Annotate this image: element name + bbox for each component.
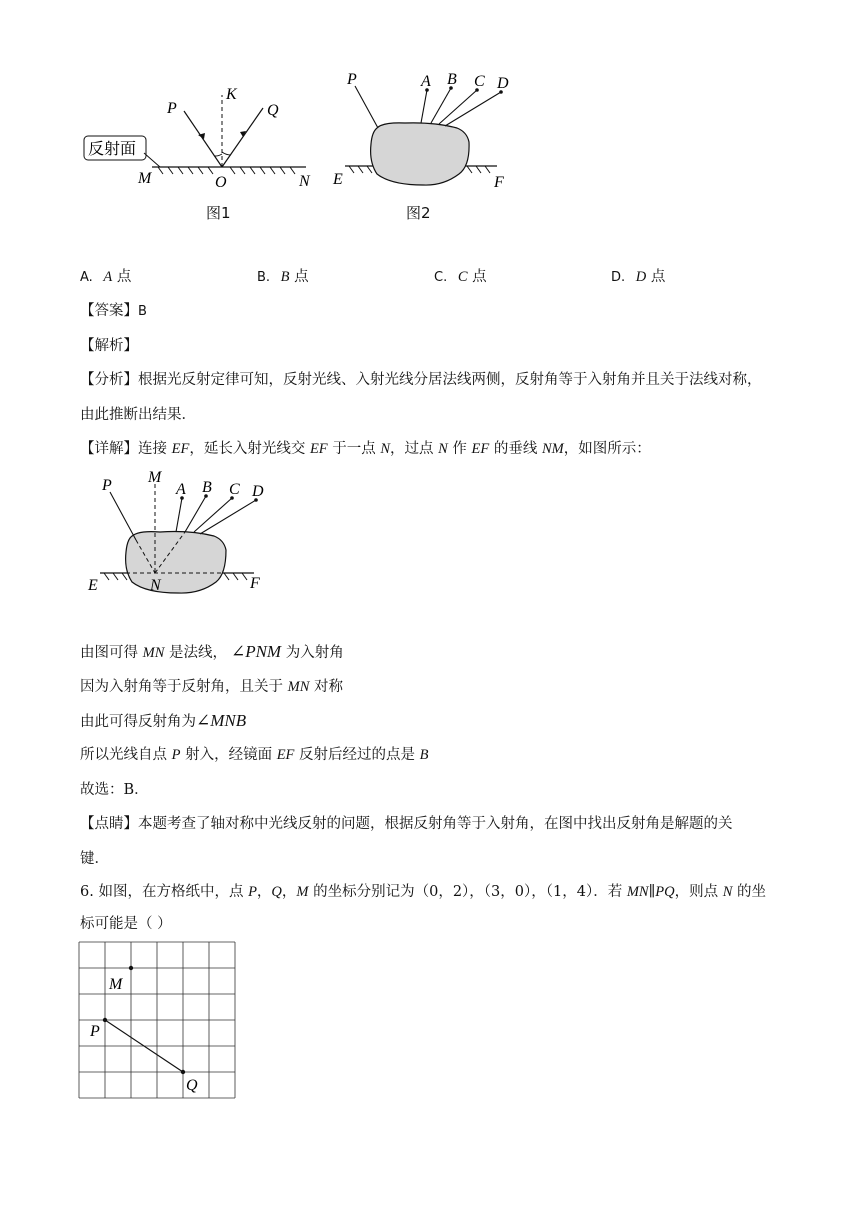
fig3-label-m: M xyxy=(148,469,162,486)
reasoning-text: 对称 xyxy=(309,679,343,695)
option-b-letter: B. xyxy=(257,270,271,285)
comment-line-1 xyxy=(80,814,733,834)
fig1-reflected-ray xyxy=(222,108,263,167)
fig3-label-f: F xyxy=(250,575,260,592)
q6-var: M xyxy=(296,884,309,900)
fig1-label-n: N xyxy=(299,173,310,190)
fig2-obstacle xyxy=(371,123,469,185)
reasoning-var: P xyxy=(171,747,181,763)
fig1-label-q: Q xyxy=(267,102,279,119)
fig3-label-a: A xyxy=(176,481,186,498)
fig3-ray-p xyxy=(110,492,136,540)
fig3-label-d: D xyxy=(252,483,264,500)
reasoning-var: MN xyxy=(142,645,165,661)
reasoning-angle: ∠PNM xyxy=(230,642,282,661)
reasoning-text: 反射后经过的点是 xyxy=(294,747,420,763)
q6-text: ，则点 xyxy=(674,884,723,900)
detail-var: EF xyxy=(171,441,190,457)
reasoning-text: 因为入射角等于反射角，且关于 xyxy=(80,679,288,695)
fig2-label-a: A xyxy=(421,73,431,90)
answer-line xyxy=(80,301,147,322)
detail-text: ，如图所示： xyxy=(563,441,651,457)
fig2-label-f: F xyxy=(494,174,504,191)
q6-var: MN xyxy=(626,884,649,900)
fig2-label-p: P xyxy=(347,71,357,88)
fig2-label-c: C xyxy=(474,73,485,90)
comment-tag: 【点睛】 xyxy=(80,816,138,832)
fig2-label-d: D xyxy=(497,75,509,92)
figure-2 xyxy=(325,70,525,200)
fig1-angle-arc-2 xyxy=(222,152,231,155)
option-d-suffix: 点 xyxy=(650,269,666,285)
grid-label-p: P xyxy=(90,1023,100,1040)
fig3-ray-a xyxy=(176,498,182,532)
reasoning-line-5: 故选：B． xyxy=(80,782,149,798)
detail-var: EF xyxy=(471,441,490,457)
reasoning-var: MN xyxy=(287,679,310,695)
grid-figure xyxy=(78,940,238,1102)
fig1-label-m: M xyxy=(138,170,152,187)
figure-1 xyxy=(80,75,320,225)
detail-text: 于一点 xyxy=(327,441,381,457)
detail-var: N xyxy=(380,441,391,457)
grid-point-p xyxy=(103,1018,107,1022)
analysis-line-2: 由此推断出结果． xyxy=(80,407,196,423)
analysis-heading: 【解析】 xyxy=(80,338,138,354)
fig1-label-k: K xyxy=(226,86,237,103)
reasoning-line-1 xyxy=(80,642,344,663)
grid-label-q: Q xyxy=(186,1077,198,1094)
figure-3 xyxy=(80,466,280,596)
q6-var: Q xyxy=(271,884,282,900)
fig1-angle-arc xyxy=(214,154,222,156)
q6-var: P xyxy=(248,884,257,900)
grid-label-m: M xyxy=(109,976,123,993)
q6-text: 的坐 xyxy=(732,884,767,900)
detail-text: ，过点 xyxy=(390,441,439,457)
analysis-text-1: 根据光反射定律可知，反射光线、入射光线分居法线两侧，反射角等于入射角并且关于法线对称， xyxy=(138,372,762,388)
fig2-ray-a xyxy=(421,90,427,123)
reasoning-var: EF xyxy=(276,747,295,763)
detail-var: EF xyxy=(309,441,328,457)
option-c-var: C xyxy=(457,269,468,285)
q6-parallel-symbol: ∥ xyxy=(648,884,656,900)
analysis-line-1 xyxy=(80,370,762,390)
fig3-ray-d xyxy=(200,500,256,534)
fig2-caption: 图2 xyxy=(406,204,431,222)
reasoning-line-4 xyxy=(80,745,428,765)
fig2-ray-c xyxy=(439,90,477,124)
fig3-label-n: N xyxy=(150,577,161,594)
q6-text: 的坐标分别记为（0，2），（3，0），（1，4）．若 xyxy=(308,884,627,900)
reasoning-text: 所以光线自点 xyxy=(80,747,172,763)
fig1-incident-ray xyxy=(184,111,222,167)
grid-lines xyxy=(79,942,235,1098)
reasoning-text: 由此可得反射角为 xyxy=(80,714,196,730)
q6-text: 6. 如图，在方格纸中，点 xyxy=(80,884,249,900)
q6-line-1 xyxy=(80,882,766,902)
fig2-ray-b xyxy=(431,88,451,123)
option-b-suffix: 点 xyxy=(294,269,309,285)
answer-tag: 【答案】 xyxy=(80,303,138,319)
reasoning-text: 是法线， xyxy=(164,645,227,661)
fig3-ray-c xyxy=(194,498,232,532)
comment-line-2: 键． xyxy=(80,851,109,867)
fig2-ray-d xyxy=(445,92,501,126)
fig2-ray-p xyxy=(355,86,378,128)
option-d-letter: D. xyxy=(611,270,626,285)
q6-var: N xyxy=(722,884,733,900)
detail-text: 连接 xyxy=(138,441,172,457)
option-d-var: D xyxy=(635,269,647,285)
fig2-label-b: B xyxy=(447,71,457,88)
answer-value: B xyxy=(138,304,147,319)
detail-var: NM xyxy=(541,441,564,457)
detail-tag: 【详解】 xyxy=(80,441,138,457)
detail-text: 作 xyxy=(447,441,472,457)
option-a[interactable] xyxy=(80,267,131,288)
grid-point-m xyxy=(129,966,133,970)
fig3-label-b: B xyxy=(202,479,212,496)
option-d[interactable] xyxy=(611,267,665,288)
option-c[interactable] xyxy=(434,267,487,288)
option-b[interactable] xyxy=(257,267,309,288)
fig1-surface-label: 反射面 xyxy=(88,139,137,158)
fig1-label-o: O xyxy=(215,174,227,191)
fig3-label-e: E xyxy=(88,577,98,594)
comment-text-1: 本题考查了轴对称中光线反射的问题，根据反射角等于入射角，在图中找出反射角是解题的关 xyxy=(138,816,733,832)
reasoning-line-3 xyxy=(80,711,246,732)
reasoning-text: 由图可得 xyxy=(80,645,143,661)
detail-text: ，延长入射光线交 xyxy=(189,441,310,457)
q6-var: PQ xyxy=(655,884,675,900)
option-b-var: B xyxy=(280,269,290,285)
option-c-letter: C. xyxy=(434,270,448,285)
grid-point-q xyxy=(181,1070,185,1074)
fig2-label-e: E xyxy=(333,171,343,188)
q6-line-2: 标可能是（ ） xyxy=(80,916,172,932)
option-a-letter: A. xyxy=(80,270,93,285)
detail-var: N xyxy=(438,441,448,457)
detail-text: 的垂线 xyxy=(489,441,542,457)
fig1-label-p: P xyxy=(167,100,177,117)
detail-line xyxy=(80,439,651,459)
fig3-ray-b xyxy=(185,496,206,532)
fig3-obstacle xyxy=(126,532,226,594)
reasoning-text: 射入，经镜面 xyxy=(180,747,277,763)
fig1-caption: 图1 xyxy=(206,204,231,222)
option-a-suffix: 点 xyxy=(116,269,132,285)
option-c-suffix: 点 xyxy=(472,269,487,285)
q6-text: ， xyxy=(256,884,272,900)
fig3-label-c: C xyxy=(229,481,240,498)
reasoning-var: B xyxy=(419,747,429,763)
fig1-hatching xyxy=(158,167,295,174)
option-a-var: A xyxy=(103,269,113,285)
analysis-tag: 【分析】 xyxy=(80,372,138,388)
reasoning-angle: ∠MNB xyxy=(196,711,247,730)
fig1-surface-label-pointer xyxy=(144,153,160,167)
fig3-label-p: P xyxy=(102,477,112,494)
q6-text: ， xyxy=(281,884,297,900)
reasoning-line-2 xyxy=(80,677,343,697)
reasoning-text: 为入射角 xyxy=(281,645,344,661)
